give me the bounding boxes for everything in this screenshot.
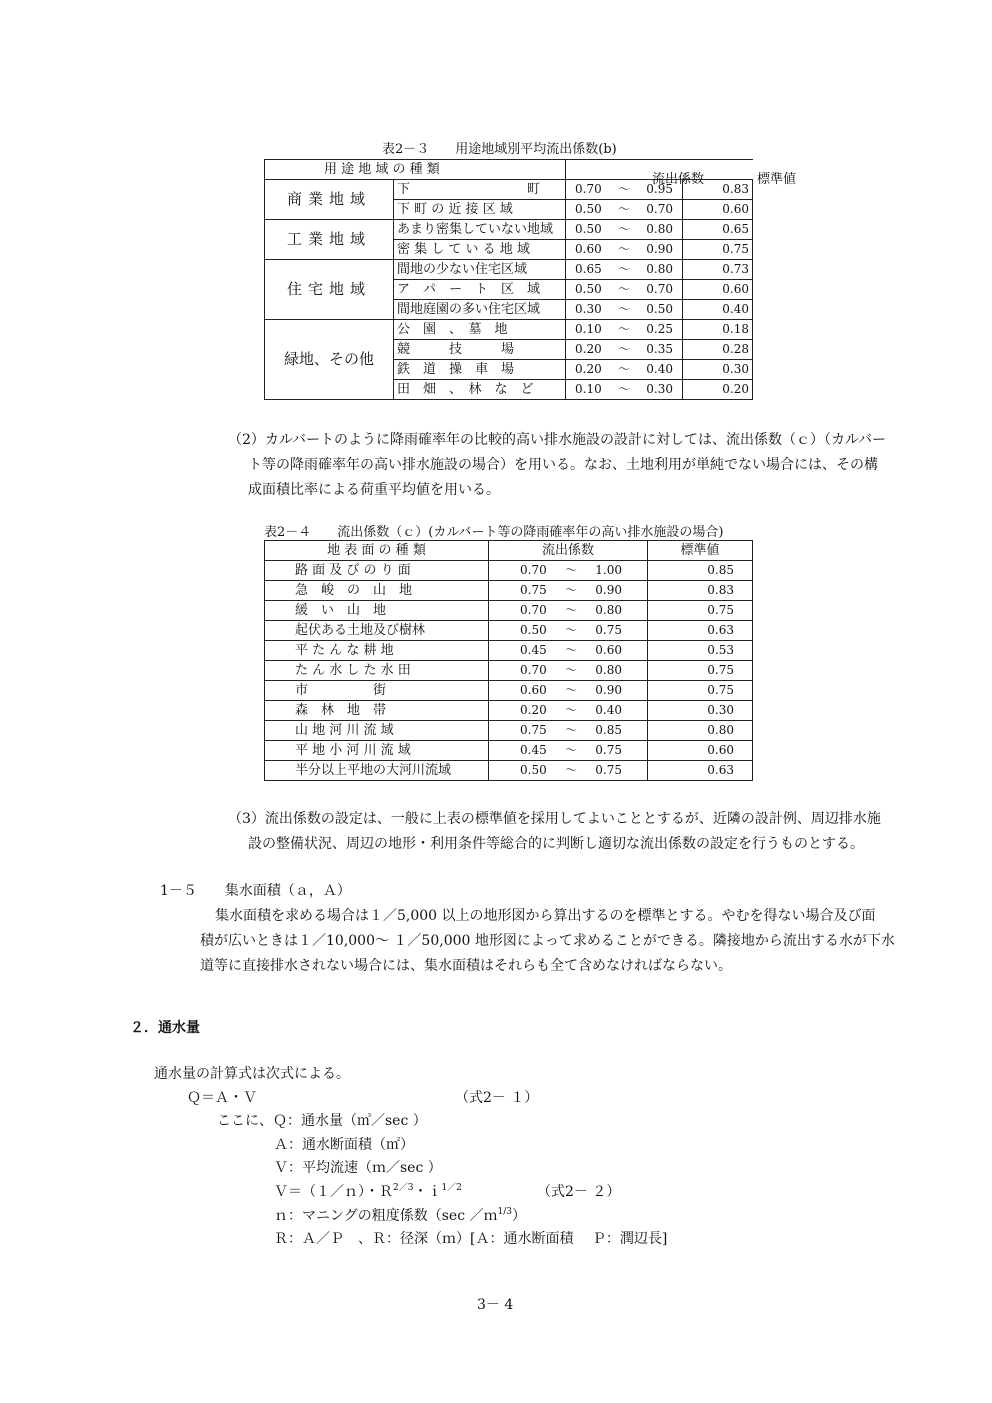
table3-row-coef-range	[569, 300, 679, 319]
def-a: Ａ：通水断面積（㎡）	[274, 1137, 414, 1153]
table4-header-coef: 流出係数	[489, 541, 648, 561]
table4-row-coef-cell	[489, 741, 648, 761]
table4-row-coef-range	[492, 721, 644, 740]
table3-row-coef-low: 0.50	[575, 222, 602, 236]
table4-row-coef-cell	[489, 761, 648, 781]
table4-row-coef-range	[492, 741, 644, 760]
table4-row-std: 0.75	[648, 661, 753, 681]
table3-header-std: 標準値	[757, 171, 797, 187]
table4-row-coef-cell	[489, 721, 648, 741]
table3-header-coef: 流出係数	[652, 171, 705, 187]
table4-row-type-text: 平 地 小 河 川 流 域	[295, 743, 411, 758]
table4-row	[265, 761, 753, 781]
table4-row-std: 0.63	[648, 621, 753, 641]
table3-row-coef-cell	[566, 340, 683, 360]
table4-row-coef-sep: ～	[564, 563, 577, 577]
table3-row-coef-cell	[566, 240, 683, 260]
table3-row-coef-range	[569, 280, 679, 299]
table3-row-type-text: 間地の少ない住宅区域	[397, 262, 528, 277]
table4-row-coef-low: 0.60	[520, 683, 547, 697]
table4-row-coef-sep: ～	[564, 583, 577, 597]
table4-row-type	[265, 621, 489, 641]
table3-group-name: 工業地域	[265, 220, 394, 260]
table3-row-type-text: 競 技 場	[397, 342, 515, 357]
table4-row	[265, 601, 753, 621]
def-r: Ｒ：Ａ／Ｐ 、Ｒ：径深（ｍ）[Ａ：通水断面積 Ｐ：潤辺長]	[274, 1231, 668, 1247]
table3-row-coef-range	[569, 380, 679, 399]
table4-row-coef-sep: ～	[564, 723, 577, 737]
table3-row-coef-sep: ～	[617, 202, 630, 216]
table3-row-coef-high: 0.70	[646, 282, 673, 296]
table3-row-coef-sep: ～	[617, 342, 630, 356]
formula-2-mid: ・ｉ	[413, 1184, 442, 1200]
table3-group-name: 住宅地域	[265, 260, 394, 320]
table3-row-type-text: 田 畑 、 林 な ど	[397, 382, 534, 397]
table3-row-coef-sep: ～	[617, 182, 630, 196]
table4-row-type	[265, 561, 489, 581]
def-v: Ｖ：平均流速（ｍ／sec ）	[274, 1160, 442, 1176]
table3-row-coef-range	[569, 340, 679, 359]
table4-row-type	[265, 641, 489, 661]
table4-row-coef-low: 0.75	[520, 583, 547, 597]
table4-row	[265, 641, 753, 661]
def-n-close: ）	[511, 1208, 526, 1224]
section15-body	[200, 904, 930, 979]
table4-row-std: 0.85	[648, 561, 753, 581]
table3-row-coef-low: 0.20	[575, 362, 602, 376]
table4-row-coef-sep: ～	[564, 743, 577, 757]
table4-row	[265, 621, 753, 641]
table3-row-coef-low: 0.20	[575, 342, 602, 356]
table3-row-type	[394, 340, 566, 360]
table3-row-coef-sep: ～	[617, 382, 630, 396]
table3-row-type-text: ア パ ー ト 区 域	[397, 282, 541, 297]
page-number: 3－ 4	[477, 1297, 514, 1313]
table4-row-coef-cell	[489, 621, 648, 641]
table3-row-std: 0.65	[683, 220, 753, 240]
formula-1-ref: （式2－ １）	[455, 1090, 539, 1106]
table4-row	[265, 741, 753, 761]
table4-row-coef-cell	[489, 581, 648, 601]
def-n-exp: 1/3	[497, 1207, 512, 1217]
table3-caption: 表2－３ 用途地域別平均流出係数(b)	[382, 142, 617, 157]
table4-row-std: 0.53	[648, 641, 753, 661]
paragraph-2	[228, 428, 928, 503]
table4-row-std: 0.75	[648, 601, 753, 621]
table4-row-std: 0.60	[648, 741, 753, 761]
table3-row-coef-high: 0.80	[646, 262, 673, 276]
section15-line3: 道等に直接排水されない場合には、集水面積はそれらも全て含めなければならない。	[200, 958, 732, 974]
table4-row-type	[265, 741, 489, 761]
table4-row-coef-high: 0.75	[595, 763, 622, 777]
table4-row-std: 0.63	[648, 761, 753, 781]
table3-grid	[264, 159, 797, 400]
table4-row-coef-low: 0.50	[520, 623, 547, 637]
paragraph-2-line1: カルバートのように降雨確率年の比較的高い排水施設の設計に対しては、流出係数（ｃ）（カルバー	[264, 432, 886, 448]
table3-row-std: 0.30	[683, 360, 753, 380]
table3-row-coef-range	[569, 320, 679, 339]
table4-row-coef-high: 0.90	[595, 583, 622, 597]
paragraph-3-line2: 設の整備状況、周辺の地形・利用条件等総合的に判断し適切な流出係数の設定を行うものとする。	[248, 836, 864, 852]
table3-row-coef-low: 0.50	[575, 202, 602, 216]
table3-header-row	[265, 160, 753, 180]
table3-row-coef-cell	[566, 320, 683, 340]
table4-row-coef-sep: ～	[564, 623, 577, 637]
table4-row-coef-sep: ～	[564, 643, 577, 657]
table4-row-coef-cell	[489, 701, 648, 721]
table4-row-coef-high: 1.00	[595, 563, 622, 577]
table4-row-type-text: た ん 水 し た 水 田	[295, 663, 411, 678]
section15-heading: 1－５ 集水面積（ａ，Ａ）	[160, 883, 351, 899]
def-n	[274, 1205, 526, 1225]
table4-header-type: 地 表 面 の 種 類	[265, 541, 489, 561]
section2-heading: ２．通水量	[130, 1020, 200, 1036]
table3-row-coef-low: 0.50	[575, 282, 602, 296]
formula-2-exp-i: 1／2	[441, 1183, 462, 1193]
table4-row-coef-low: 0.45	[520, 743, 547, 757]
table3-row-coef-low: 0.10	[575, 382, 602, 396]
table3-row-std: 0.40	[683, 300, 753, 320]
formula-1: Ｑ＝Ａ・Ｖ	[187, 1090, 257, 1106]
table4-row-type-text: 急 峻 の 山 地	[295, 583, 413, 598]
paragraph-2-line3: 成面積比率による荷重平均値を用いる。	[248, 482, 500, 498]
table4-row-std: 0.83	[648, 581, 753, 601]
table4-row	[265, 561, 753, 581]
table4-row-coef-range	[492, 761, 644, 780]
table3-row-type	[394, 200, 566, 220]
table4-row	[265, 681, 753, 701]
table3-row-coef-cell	[566, 360, 683, 380]
table3-row-std: 0.18	[683, 320, 753, 340]
table3-row-coef-sep: ～	[617, 262, 630, 276]
table3-row-coef-high: 0.30	[646, 382, 673, 396]
table3-row-std: 0.20	[683, 380, 753, 400]
table3-row-type-text: 公 園 、 墓 地	[397, 322, 508, 337]
table4-row-type	[265, 601, 489, 621]
table4-row-type	[265, 721, 489, 741]
table3-row-coef-sep: ～	[617, 242, 630, 256]
table3-row-coef-sep: ～	[617, 302, 630, 316]
table4-row-std: 0.75	[648, 681, 753, 701]
table4-row-coef-low: 0.70	[520, 663, 547, 677]
table3-header-coef-cell	[566, 160, 797, 187]
table4-row-coef-low: 0.70	[520, 563, 547, 577]
table4-header-row	[265, 541, 753, 561]
table4-row-type	[265, 701, 489, 721]
table4-row-type	[265, 661, 489, 681]
table4-row-coef-sep: ～	[564, 763, 577, 777]
table4-row-type-text: 山 地 河 川 流 域	[295, 723, 394, 738]
table3-row-coef-low: 0.70	[575, 182, 602, 196]
table4-row	[265, 721, 753, 741]
table3-row-type	[394, 240, 566, 260]
table4-row-coef-high: 0.80	[595, 663, 622, 677]
table4-row-coef-cell	[489, 561, 648, 581]
table3-row-coef-low: 0.30	[575, 302, 602, 316]
table4-row-type-text: 緩 い 山 地	[295, 603, 387, 618]
section15-line1: 集水面積を求める場合は１／5,000 以上の地形図から算出するのを標準とする。やむを得ない場合及び面	[215, 908, 876, 924]
table3-row-coef-high: 0.90	[646, 242, 673, 256]
table3-row-coef-sep: ～	[617, 322, 630, 336]
table3-row-type	[394, 220, 566, 240]
section15-line2: 積が広いときは１／10,000～ １／50,000 地形図によって求めることができる。隣接地から流出する水が下水	[200, 933, 895, 949]
paragraph-3	[228, 807, 928, 857]
table3-row-coef-high: 0.80	[646, 222, 673, 236]
table4-row-type-text: 起伏ある土地及び樹林	[295, 623, 426, 638]
table3-row-coef-high: 0.25	[646, 322, 673, 336]
table3-row	[265, 220, 753, 240]
table4-row-coef-high: 0.75	[595, 623, 622, 637]
table3-row-coef-low: 0.65	[575, 262, 602, 276]
table3-row-std: 0.28	[683, 340, 753, 360]
table4-row-coef-low: 0.45	[520, 643, 547, 657]
table3-row	[265, 260, 753, 280]
table3-row-type	[394, 180, 566, 200]
def-q: ここに、Ｑ：通水量（㎥／sec ）	[217, 1113, 427, 1129]
table4-row-type	[265, 681, 489, 701]
table3-row-std: 0.73	[683, 260, 753, 280]
table4-row-coef-sep: ～	[564, 683, 577, 697]
table3-row-coef-sep: ～	[617, 222, 630, 236]
formula-2-main: Ｖ＝（１／ｎ）・Ｒ	[274, 1184, 393, 1200]
table4-row-coef-low: 0.50	[520, 763, 547, 777]
table4-row-coef-sep: ～	[564, 663, 577, 677]
table4-row-type-text: 市 街	[295, 683, 387, 698]
table4-row-std: 0.80	[648, 721, 753, 741]
table4-row-type	[265, 761, 489, 781]
table3-row-coef-low: 0.60	[575, 242, 602, 256]
table4-row-coef-high: 0.90	[595, 683, 622, 697]
formula-2-ref: （式2－ ２）	[537, 1184, 621, 1200]
table3-row-coef-cell	[566, 200, 683, 220]
table3-row-coef-sep: ～	[617, 362, 630, 376]
table4-row	[265, 661, 753, 681]
table4-header-std: 標準値	[648, 541, 753, 561]
table3-row-coef-range	[569, 220, 679, 239]
table3-row-type	[394, 260, 566, 280]
table3-row-coef-range	[569, 200, 679, 219]
table4-row-coef-high: 0.60	[595, 643, 622, 657]
table3-row-type-text: 鉄 道 操 車 場	[397, 362, 515, 377]
table3-row-coef-range	[569, 260, 679, 279]
table4-grid	[264, 540, 753, 781]
table3-row	[265, 320, 753, 340]
table3-row-coef-high: 0.40	[646, 362, 673, 376]
table4-row-type	[265, 581, 489, 601]
table3-row-coef-cell	[566, 280, 683, 300]
paragraph-2-marker: （2）	[228, 432, 265, 448]
table4-caption: 表2－４ 流出係数（ｃ）(カルバート等の降雨確率年の高い排水施設の場合)	[264, 525, 724, 540]
table3-row-type-text: あまり密集していない地域	[397, 222, 554, 237]
table3-row-type-text: 間地庭園の多い住宅区域	[397, 302, 541, 317]
table3-row-coef-high: 0.35	[646, 342, 673, 356]
table3	[264, 159, 797, 400]
table4-row-coef-cell	[489, 661, 648, 681]
table3-row-type-text: 下 町 の 近 接 区 域	[397, 202, 513, 217]
table4-row-coef-low: 0.70	[520, 603, 547, 617]
table4-row-coef-range	[492, 681, 644, 700]
table4-row-type-text: 森 林 地 帯	[295, 703, 387, 718]
table3-row-type	[394, 300, 566, 320]
paragraph-2-line2: ト等の降雨確率年の高い排水施設の場合）を用いる。なお、土地利用が単純でない場合には、その構	[248, 457, 878, 473]
table3-row-type	[394, 360, 566, 380]
table4-row-coef-cell	[489, 681, 648, 701]
section2-intro: 通水量の計算式は次式による。	[154, 1066, 350, 1082]
table4-row-coef-range	[492, 641, 644, 660]
table3-row-coef-low: 0.10	[575, 322, 602, 336]
table3-row-coef-cell	[566, 380, 683, 400]
table4-row-coef-high: 0.40	[595, 703, 622, 717]
table4-row-coef-range	[492, 621, 644, 640]
table4-row-coef-sep: ～	[564, 603, 577, 617]
paragraph-3-line1: 流出係数の設定は、一般に上表の標準値を採用してよいこととするが、近隣の設計例、周辺排水施	[264, 811, 881, 827]
table3-row-coef-range	[569, 360, 679, 379]
table4-row-coef-range	[492, 581, 644, 600]
table3-header-type: 用 途 地 域 の 種 類	[265, 160, 566, 180]
table3-row-coef-high: 0.95	[646, 182, 673, 196]
table3-row-coef-sep: ～	[617, 282, 630, 296]
table3-row-coef-high: 0.70	[646, 202, 673, 216]
table4-row-coef-range	[492, 701, 644, 720]
table4-row-coef-sep: ～	[564, 703, 577, 717]
table3-row-std: 0.60	[683, 280, 753, 300]
table3-group-name: 商業地域	[265, 180, 394, 220]
table4-row-coef-low: 0.75	[520, 723, 547, 737]
table4-row-coef-range	[492, 601, 644, 620]
table3-row-coef-range	[569, 240, 679, 259]
table4-row-type-text: 平 た ん な 耕 地	[295, 643, 394, 658]
table3-row-type-text: 下 町	[397, 182, 541, 197]
table4-row-type-text: 半分以上平地の大河川流域	[295, 763, 452, 778]
table3-row-coef-high: 0.50	[646, 302, 673, 316]
table3-row-coef-cell	[566, 300, 683, 320]
table4-row-coef-high: 0.85	[595, 723, 622, 737]
table3-row-type	[394, 320, 566, 340]
table4-row-coef-cell	[489, 601, 648, 621]
paragraph-3-marker: （3）	[228, 811, 265, 827]
table3-row-std: 0.75	[683, 240, 753, 260]
def-n-text: ｎ：マニングの粗度係数（sec ／ｍ	[274, 1208, 498, 1224]
table3-row-type	[394, 380, 566, 400]
table4-row-coef-cell	[489, 641, 648, 661]
table3-row-std: 0.83	[683, 180, 753, 200]
table4-row-coef-range	[492, 561, 644, 580]
table4-row-std: 0.30	[648, 701, 753, 721]
table4-row-coef-low: 0.20	[520, 703, 547, 717]
formula-2-exp-r: 2／3	[393, 1183, 414, 1193]
table4-row-type-text: 路 面 及 び の り 面	[295, 563, 411, 578]
table3-group-name: 緑地、その他	[265, 320, 394, 400]
table4-row-coef-high: 0.80	[595, 603, 622, 617]
table3-row-std: 0.60	[683, 200, 753, 220]
table4	[264, 540, 753, 781]
table3-row-coef-cell	[566, 220, 683, 240]
table4-row	[265, 701, 753, 721]
table3-row-type-text: 密 集 し て い る 地 域	[397, 242, 530, 257]
table3-row-coef-cell	[566, 260, 683, 280]
table4-row	[265, 581, 753, 601]
formula-2	[274, 1181, 462, 1201]
table4-row-coef-high: 0.75	[595, 743, 622, 757]
table3-row-type	[394, 280, 566, 300]
table4-row-coef-range	[492, 661, 644, 680]
